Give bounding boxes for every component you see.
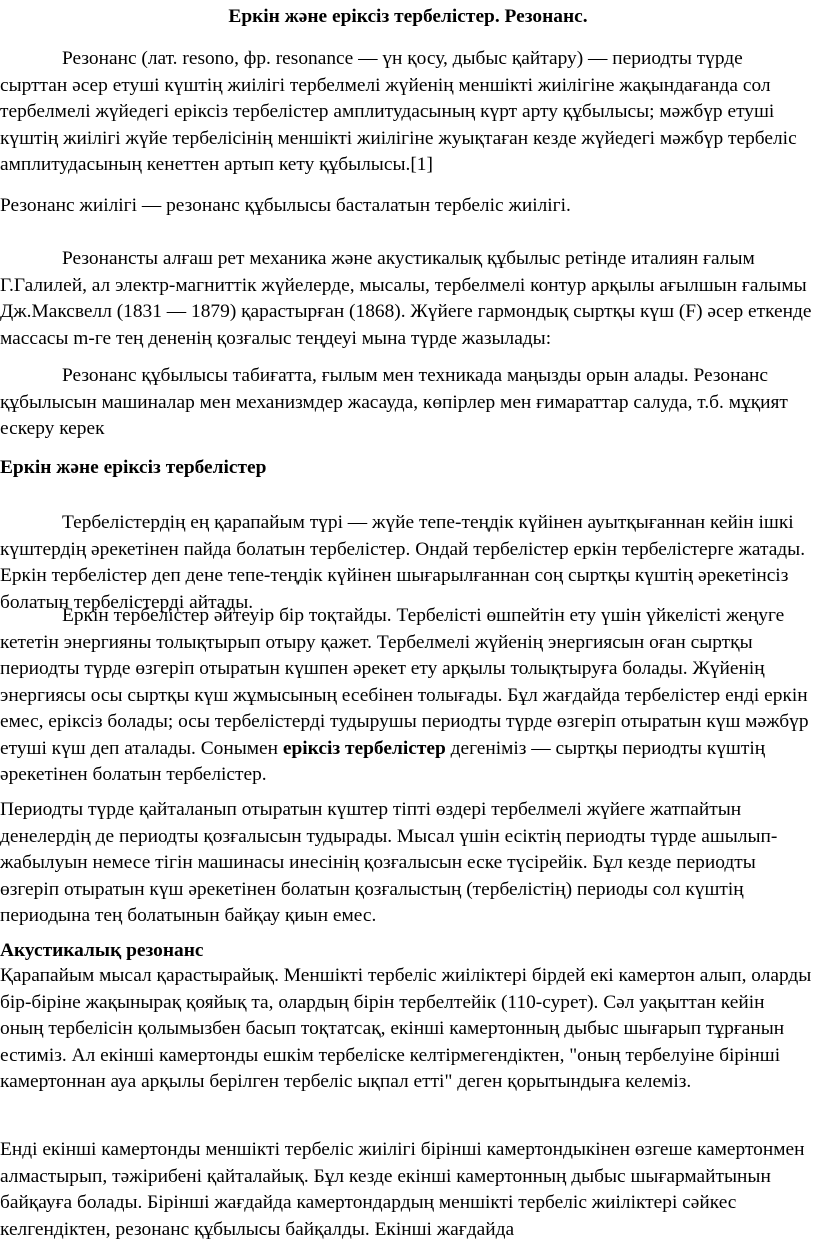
paragraph-periodic-forces: Периодты түрде қайталанып отыратын күштер тіпті өздері тербелмелі жүйеге жатпайтын денелердің де периодты қозғалысын тудырады. Мысал үшін есіктің периодты түрде ашылып-жабылуын немесе тігін машинасы инесінің қозғалысын еске түсірейік. Бұл кезде периодты өзгеріп отыратын күш әрекетінен болатын қозғалыстың (тербелістің) периоды сол күштің периодына тең болатынын байқау қиын емес. — [0, 799, 778, 926]
paragraph-resonance-frequency: Резонанс жиілігі — резонанс құбылысы басталатын тербеліс жиілігі. — [0, 195, 571, 216]
section-heading-acoustic-resonance: Акустикалық резонанс — [0, 940, 204, 961]
paragraph-resonance-history: Резонансты алғаш рет механика және акустикалық құбылыс ретінде италиян ғалым Г.Галилей, ал электр-магниттік жүйелерде, мысалы, тербелмелі контур арқылы ағылшын ғалымы Дж.Максвелл (1831 — 1879) қарастырған (1868). Жүйеге гармондық сыртқы күш (F) әсер еткенде массасы m-ге тең дененің қозғалыс теңдеуі мына түрде жазылады: — [0, 248, 812, 349]
forced-oscillations-term: еріксіз тербелістер — [282, 737, 446, 759]
paragraph-tuning-fork-repeat: Енді екінші камертонды меншікті тербеліс жиілігі бірінші камертондыкінен өзгеше камертонмен алмастырып, тәжірибені қайталайық. Бұл кезде екінші камертонның дыбыс шығармайтынын байқауға болады. Бірінші жағдайда камертондардың меншікті тербеліс жиіліктері сәйкес келгендіктен, резонанс құбылысы байқалды. Екінші жағдайда — [0, 1139, 805, 1240]
paragraph-forced-oscillations — [0, 603, 812, 789]
paragraph-resonance-importance: Резонанс құбылысы табиғатта, ғылым мен техникада маңызды орын алады. Резонанс құбылысын машиналар мен механизмдер жасауда, көпірлер мен ғимараттар салуда, т.б. мұқият ескеру керек — [0, 365, 788, 439]
paragraph-free-oscillations: Тербелістердің ең қарапайым түрі — жүйе тепе-теңдік күйінен ауытқығаннан кейін ішкі күштердің әрекетінен пайда болатын тербелістер. Ондай тербелістер еркін тербелістерге жатады. Еркін тербелістер деп дене тепе-теңдік күйінен шығарылғаннан соң сыртқы күштің әрекетінсіз болатын тербелістерді айтады. — [0, 512, 806, 613]
section-heading-free-forced: Еркін және еріксіз тербелістер — [0, 457, 267, 478]
document-title: Еркін және еріксіз тербелістер. Резонанс. — [228, 6, 588, 27]
paragraph-forced-text-end: дегеніміз — сыртқы периодты күштің әрекетінен болатын тербелістер. — [0, 737, 766, 785]
paragraph-forced-text-start: Еркін тербелістер әйтеуір бір тоқтайды. Тербелісті өшпейтін ету үшін үйкелісті жеңуге кететін энергияны толықтырып отыру қажет. Тербелмелі жүйенің энергиясын оған сыртқы периодты түрде өзгеріп отыратын күшпен әрекет ету арқылы толықтыруға болады. Жүйенің энергиясы осы сыртқы күш жұмысының есебінен толығады. Бұл жағдайда тербелістер енді еркін емес, еріксіз болады; осы тербелістерді тудырушы периодты түрде өзгеріп отыратын күш мәжбүр етуші күш деп аталады. Сонымен — [0, 605, 809, 759]
paragraph-tuning-fork-example: Қарапайым мысал қарастырайық. Меншікті тербеліс жиіліктері бірдей екі камертон алып, оларды бір-біріне жақынырақ қояйық та, олардың бірін тербелтейік (110-сурет). Сәл уақыттан кейін оның тербелісін қолымызбен басып тоқтатсақ, екінші камертонның дыбыс шығарып тұрғанын естиміз. Ал екінші камертонды ешкім тербеліске келтірмегендіктен, "оның тербелуіне бірінші камертоннан ауа арқылы берілген тербеліс ықпал етті" деген қорытындыға келеміз. — [0, 965, 812, 1092]
paragraph-resonance-definition: Резонанс (лат. resono, фр. resonance — үн қосу, дыбыс қайтару) — периодты түрде сырттан әсер етуші күштің жиілігі тербелмелі жүйенің меншікті жиілігіне жақындағанда сол тербелмелі жүйедегі еріксіз тербелістер амплитудасының күрт арту құбылысы; мәжбүр етуші күштің жиілігі жүйе тербелісінің меншікті жиілігіне жуықтаған кезде жүйедегі мәжбүр тербеліс амплитудасының кенеттен артып кету құбылысы.[1] — [0, 48, 797, 175]
